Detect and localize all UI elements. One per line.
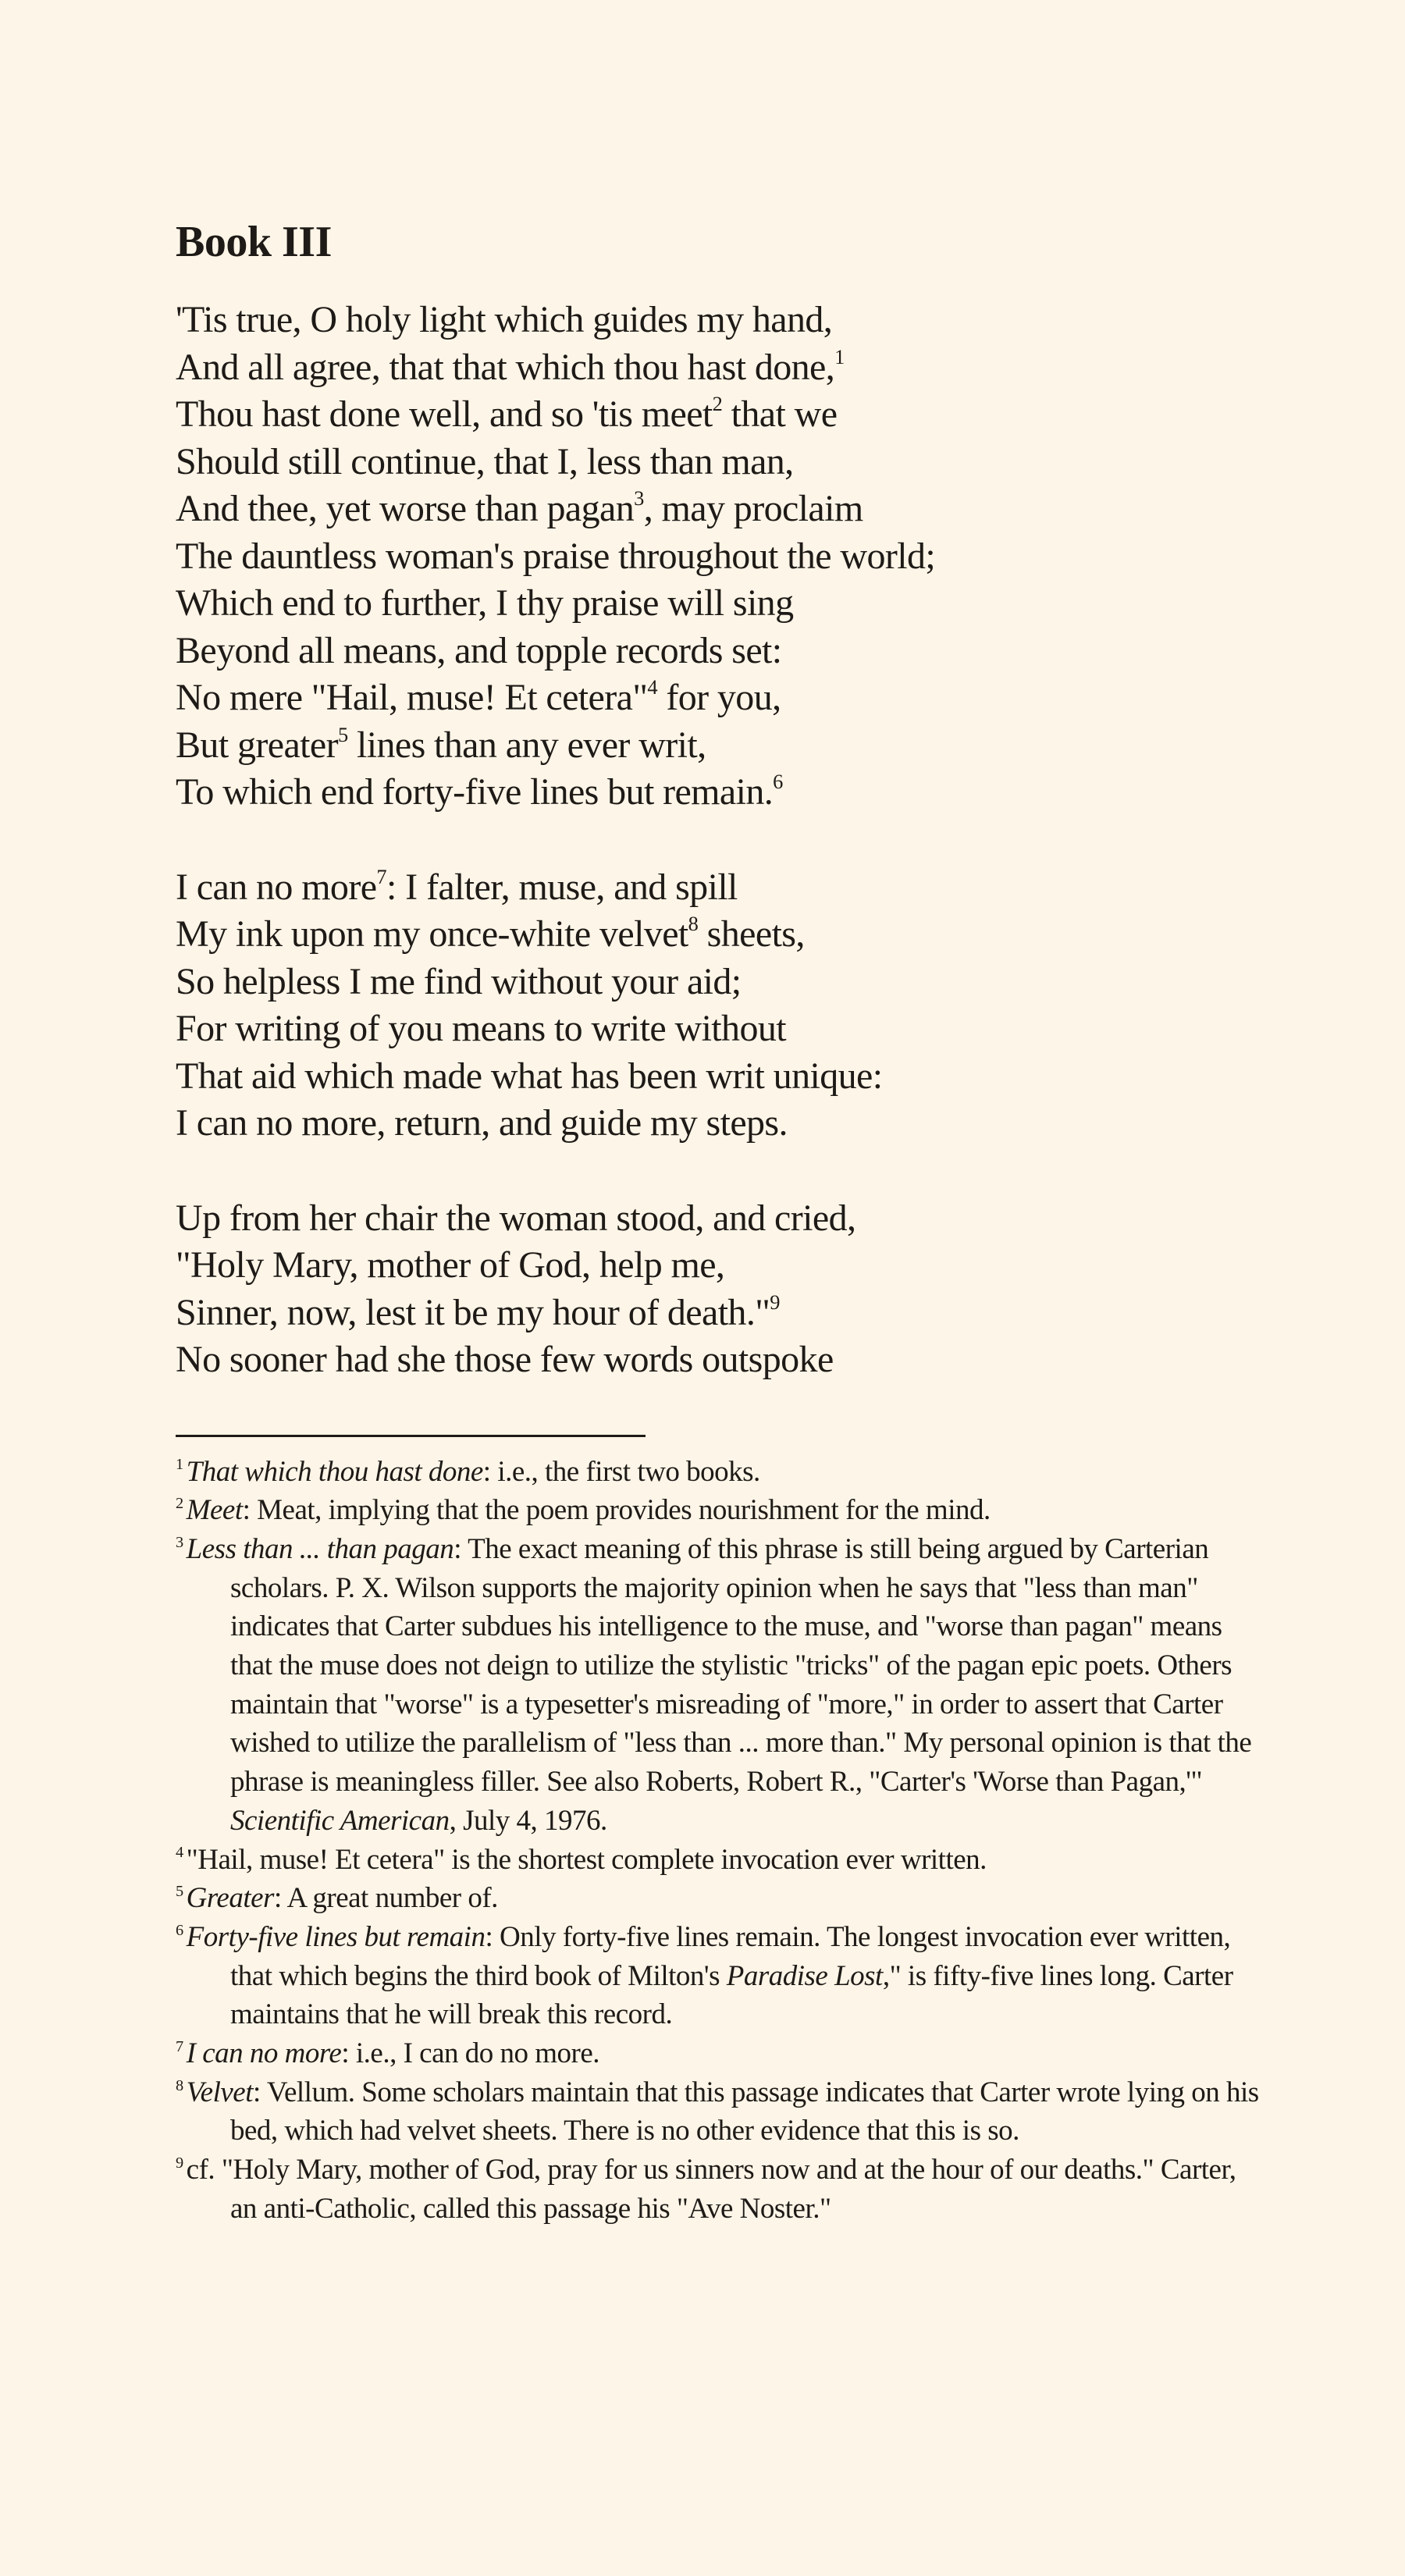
- poem-line: [176, 959, 1268, 1006]
- line-text: And thee, yet worse than pagan: [176, 488, 635, 529]
- line-text: No mere "Hail, muse! Et cetera": [176, 677, 648, 718]
- footnote-reference[interactable]: 6: [773, 770, 783, 794]
- line-text: Thou hast done well, and so 'tis meet: [176, 393, 713, 435]
- line-text-continued: lines than any ever writ,: [347, 724, 706, 766]
- stanza: [176, 297, 1268, 817]
- poem-line: [176, 486, 1268, 533]
- line-text: Which end to further, I thy praise will sing: [176, 582, 794, 624]
- line-text: Beyond all means, and topple records set:: [176, 629, 782, 671]
- footnote-number: 1: [176, 1456, 183, 1474]
- footnote-citation-title: Scientific American: [230, 1804, 450, 1837]
- poem-line: [176, 1053, 1268, 1101]
- footnote-number: 3: [176, 1533, 183, 1551]
- poem-line: [176, 1195, 1268, 1243]
- book-title: Book III: [176, 218, 332, 266]
- line-text-continued: that we: [722, 393, 838, 435]
- footnote: [176, 1841, 1268, 1880]
- footnote-text: : i.e., I can do no more.: [341, 2037, 600, 2070]
- poem-line: [176, 1242, 1268, 1290]
- line-text: I can no more: [176, 866, 377, 908]
- poem-page: [176, 211, 1268, 2229]
- line-text: "Holy Mary, mother of God, help me,: [176, 1244, 725, 1286]
- line-text: But greater: [176, 724, 338, 766]
- poem-line: [176, 344, 1268, 392]
- footnote-text-continued: , July 4, 1976.: [449, 1804, 607, 1837]
- poem-line: [176, 297, 1268, 344]
- footnote: [176, 2073, 1268, 2151]
- line-text: That aid which made what has been writ unique:: [176, 1055, 883, 1097]
- footnote-reference[interactable]: 8: [688, 912, 699, 936]
- footnote-text: : The exact meaning of this phrase is still being argued by Carterian scholars. P. X. Wilson supports the majority opinion when he says that "less than man" indicates that Carter subdues his intelligence to the muse, and "worse than pagan" means that the muse does not deign to utilize the stylistic "tricks" of the pagan epic poets. Others maintain that "worse" is a typesetter's misreading of "more," in order to assert that Carter wished to utilize the parallelism of "less than ... more than." My personal opinion is that the phrase is meaningless filler. See also Roberts, Robert R., "Carter's 'Worse than Pagan,'": [230, 1532, 1252, 1799]
- footnote-citation-title: Paradise Lost: [726, 1959, 883, 1992]
- poem-line: [176, 580, 1268, 628]
- footnote-term: Less than ... than pagan: [186, 1532, 454, 1565]
- footnote-reference[interactable]: 5: [337, 722, 348, 746]
- footnote-term: Velvet: [186, 2076, 253, 2108]
- stanza: [176, 864, 1268, 1147]
- footnote: [176, 1530, 1268, 1841]
- footnotes: [176, 1453, 1268, 2229]
- line-text-continued: for you,: [656, 677, 781, 718]
- poem-line: [176, 864, 1268, 912]
- footnote-number: 5: [176, 1883, 183, 1900]
- footnote-text: "Hail, muse! Et cetera" is the shortest complete invocation ever written.: [186, 1843, 987, 1876]
- poem-line: [176, 439, 1268, 486]
- footnote-term: Forty-five lines but remain: [186, 1920, 486, 1953]
- line-text: My ink upon my once-white velvet: [176, 913, 688, 955]
- poem-line: [176, 1290, 1268, 1337]
- line-text-continued: : I falter, muse, and spill: [386, 866, 738, 908]
- footnote-reference[interactable]: 7: [376, 864, 387, 888]
- footnote: [176, 1918, 1268, 2034]
- line-text: So helpless I me find without your aid;: [176, 960, 742, 1002]
- poem-line: [176, 1005, 1268, 1053]
- footnote: [176, 1491, 1268, 1530]
- footnote-reference[interactable]: 4: [647, 675, 657, 699]
- footnote: [176, 2151, 1268, 2228]
- footnote-term: I can no more: [186, 2037, 342, 2070]
- footnote-text: : Only forty-five lines remain. The longest invocation ever written, that which begins the third book of Milton's: [230, 1920, 1231, 1992]
- line-text: To which end forty-five lines but remain.: [176, 771, 774, 813]
- footnote-text: cf. "Holy Mary, mother of God, pray for us sinners now and at the hour of our deaths." Carter, an anti-Catholic, called this passage his "Ave Noster.": [186, 2154, 1236, 2225]
- footnote-number: 4: [176, 1844, 183, 1862]
- line-text: Up from her chair the woman stood, and cried,: [176, 1197, 856, 1239]
- footnote-reference[interactable]: 9: [770, 1290, 780, 1314]
- footnote: [176, 1453, 1268, 1492]
- line-text: Should still continue, that I, less than man,: [176, 440, 794, 482]
- footnote-text: : Meat, implying that the poem provides nourishment for the mind.: [242, 1494, 991, 1527]
- footnote-text-continued: ," is fifty-five lines long. Carter maintains that he will break this record.: [230, 1959, 1233, 2031]
- poem-line: [176, 391, 1268, 439]
- footnote-text: : i.e., the first two books.: [482, 1455, 760, 1488]
- line-text: For writing of you means to write without: [176, 1008, 786, 1049]
- line-text: And all agree, that that which thou hast done,: [176, 346, 835, 388]
- line-text: 'Tis true, O holy light which guides my hand,: [176, 299, 833, 340]
- poem-line: [176, 628, 1268, 675]
- poem-line: [176, 674, 1268, 722]
- poem-body: [176, 297, 1268, 1384]
- footnote-term: Greater: [186, 1882, 274, 1915]
- poem-line: [176, 769, 1268, 817]
- footnote-term: That which thou hast done: [186, 1455, 483, 1488]
- footnote-number: 2: [176, 1494, 183, 1512]
- footnote-reference[interactable]: 1: [834, 344, 845, 368]
- poem-line: [176, 533, 1268, 581]
- footnote-divider: [176, 1435, 646, 1437]
- footnote: [176, 1879, 1268, 1918]
- line-text: Sinner, now, lest it be my hour of death.": [176, 1291, 770, 1333]
- footnote-text: : A great number of.: [273, 1882, 498, 1915]
- footnote-term: Meet: [186, 1494, 243, 1527]
- line-text: I can no more, return, and guide my steps.: [176, 1102, 788, 1144]
- line-text-continued: , may proclaim: [643, 488, 863, 529]
- stanza: [176, 1195, 1268, 1384]
- line-text: The dauntless woman's praise throughout the world;: [176, 535, 936, 577]
- footnote-number: 6: [176, 1921, 183, 1939]
- line-text-continued: sheets,: [698, 913, 805, 955]
- poem-line: [176, 1336, 1268, 1384]
- footnote-number: 7: [176, 2037, 183, 2055]
- footnote-number: 8: [176, 2076, 183, 2094]
- footnote: [176, 2034, 1268, 2073]
- poem-line: [176, 911, 1268, 959]
- poem-line: [176, 722, 1268, 770]
- footnote-text: : Vellum. Some scholars maintain that this passage indicates that Carter wrote lying on his bed, which had velvet sheets. There is no other evidence that this is so.: [230, 2076, 1259, 2147]
- footnote-reference[interactable]: 3: [634, 486, 644, 511]
- poem-line: [176, 1100, 1268, 1147]
- footnote-reference[interactable]: 2: [712, 392, 723, 416]
- footnote-number: 9: [176, 2154, 183, 2172]
- line-text: No sooner had she those few words outspoke: [176, 1339, 834, 1380]
